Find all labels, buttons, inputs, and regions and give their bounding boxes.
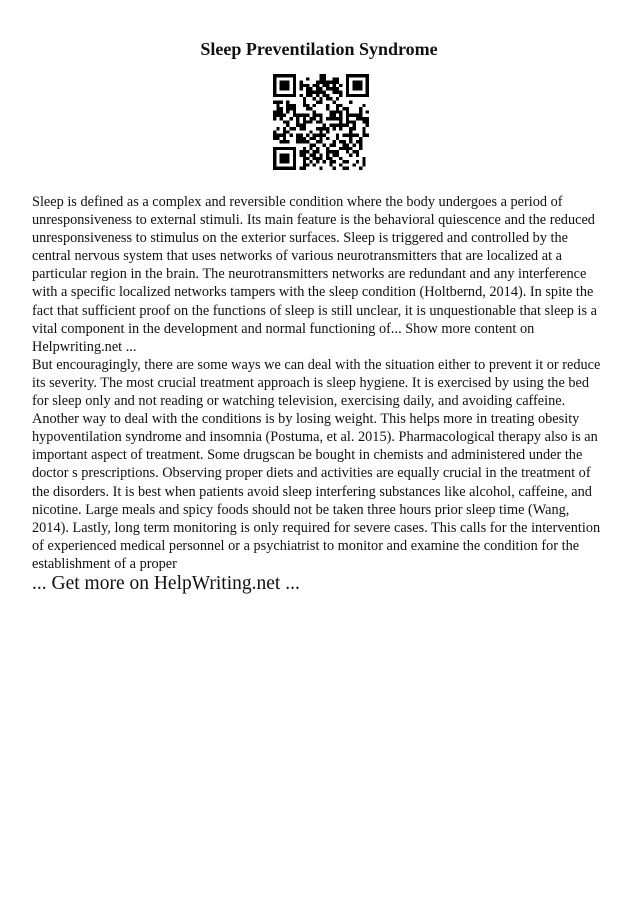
- qr-code-icon: [273, 74, 369, 170]
- paragraph-2: But encouragingly, there are some ways we can deal with the situation either to prevent it or reduce its severity. The most crucial treatment approach is sleep hygiene. It is exercised by using the bed for sleep only and not reading or watching television, exercising daily, and avoiding caffeine. Another way to deal with the conditions is by losing weight. This helps more in treating obesity hypoventilation syndrome and insomnia (Postuma, et al. 2015). Pharmacological therapy also is an important aspect of treatment. Some drugscan be bought in chemists and administered under the doctor s prescriptions. Observing proper diets and activities are equally crucial in the treatment of the disorders. It is best when patients avoid sleep interfering substances like alcohol, caffeine, and nicotine. Large meals and spicy foods should not be taken three hours prior sleep time (Wang, 2014). Lastly, long term monitoring is only required for severe cases. This calls for the intervention of experienced medical personnel or a psychiatrist to monitor and examine the condition for the establishment of a proper: [32, 356, 601, 572]
- document-body: [32, 193, 608, 573]
- get-more-link[interactable]: ... Get more on HelpWriting.net ...: [32, 573, 300, 594]
- document-title: Sleep Preventilation Syndrome: [200, 39, 438, 59]
- paragraph-1: Sleep is defined as a complex and reversible condition where the body undergoes a period of unresponsiveness to external stimuli. Its main feature is the behavioral quiescence and the reduced unresponsiveness to stimulus on the exterior surfaces. Sleep is triggered and controlled by the central nervous system that uses networks of various neurotransmitters that are localized at a particular region in the brain. The neurotransmitters networks are redundant and any interference with a specific localized networks tampers with the sleep condition (Holtbernd, 2014). In spite the fact that sufficient proof on the functions of sleep is still unclear, it is unquestionable that sleep is a vital component in the development and normal functioning of... Show more content on Helpwriting.net ...: [32, 194, 597, 355]
